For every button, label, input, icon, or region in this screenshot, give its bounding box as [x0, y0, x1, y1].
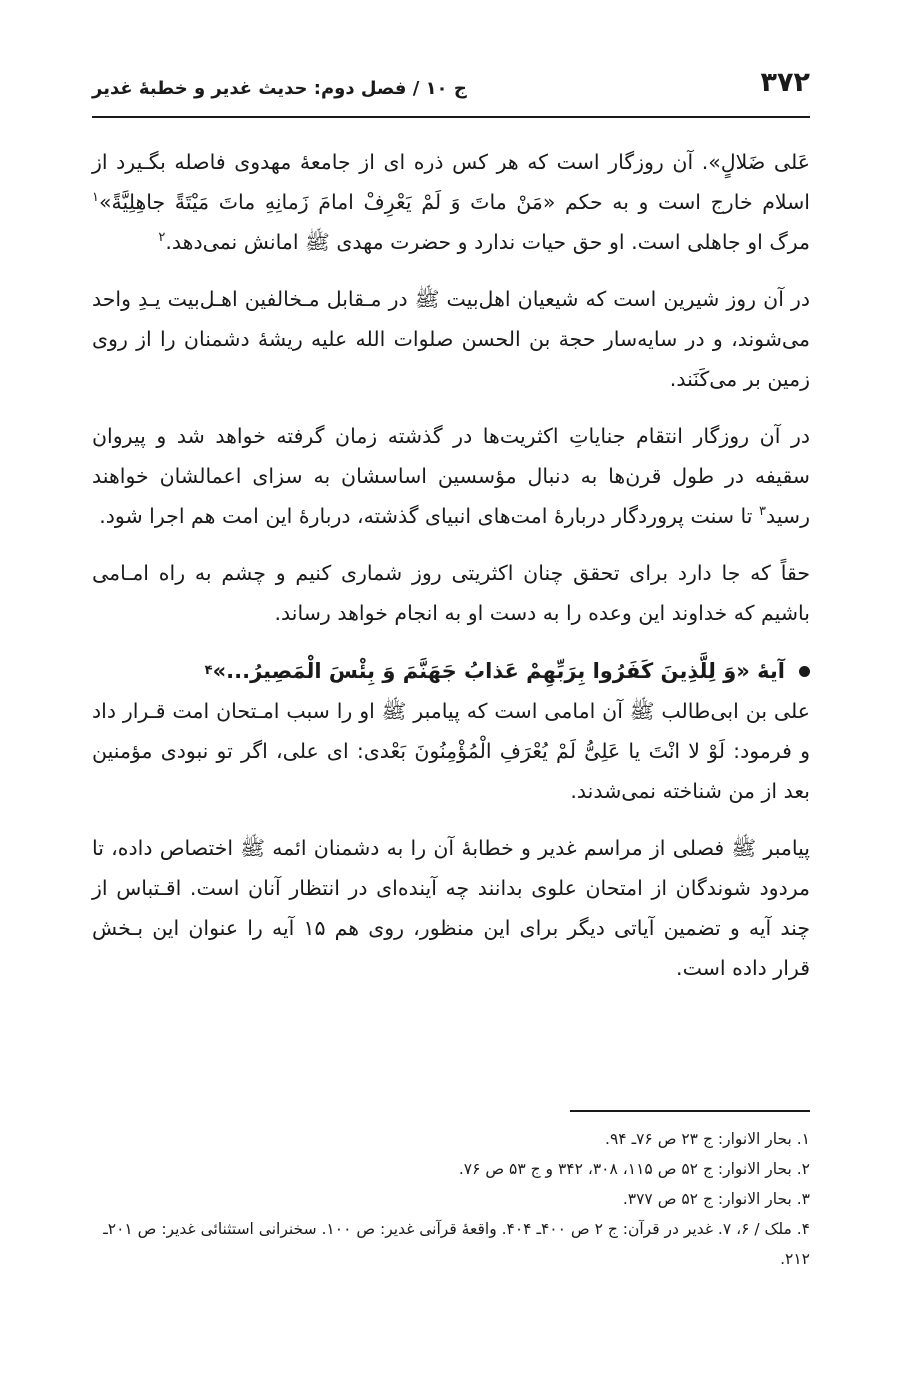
paragraph-1-text-a: عَلی ضَلالٍ». آن روزگار است که هر کس ذره ای از جامعهٔ مهدوی فاصله بگـیرد از اسلام خارج است و به حکم «مَنْ ماتَ وَ لَمْ یَعْرِفْ امامَ زَمانِهِ ماتَ مَیْتَةً جاهِلِیَّةً» [92, 150, 810, 214]
paragraph-5: علی بن ابی‌طالب ﷺ آن امامی است که پیامبر ﷺ او را سبب امـتحان امت قـرار داد و فرمود: لَوْ لا انْتَ یا عَلِیُّ لَمْ یُعْرَفِ الْمُؤْمِنُونَ بَعْدی: ای علی، اگر تو نبودی مؤمنین بعد از من شناخته نمی‌شدند. [92, 699, 810, 803]
paragraph-3 [92, 416, 810, 536]
footnote-separator [570, 1110, 810, 1112]
page-number: ۳۷۲ [760, 67, 810, 98]
paragraph-3-text-a: در آن روزگار انتقام جنایاتِ اکثریت‌ها در گذشته زمان گرفته خواهد شد و پیروان سقیفه در طول قرن‌ها به دنبال مؤسسین اساسشان به سزای اعمالشان خواهند رسید [92, 424, 810, 528]
running-title: ج ۱۰ / فصل دوم: حدیث غدیر و خطبهٔ غدیر [92, 78, 467, 99]
footnote-ref-3[interactable]: ۳ [758, 504, 766, 520]
body-text [92, 142, 810, 1005]
footnote-ref-1[interactable]: ۱ [92, 190, 99, 206]
paragraph-1 [92, 142, 810, 262]
footnote-1: ۱. بحار الانوار: ج ۲۳ ص ۷۶ـ ۹۴. [605, 1130, 810, 1148]
bullet-icon [799, 666, 810, 677]
paragraph-4: حقاً که جا دارد برای تحقق چنان اکثریتی روز شماری کنیم و چشم به راه امـامی باشیم که خداوند این وعده را به دست او به انجام خواهد رساند. [92, 561, 810, 625]
footnote-ref-2[interactable]: ۲ [158, 230, 166, 246]
footnotes [92, 1124, 810, 1274]
paragraph-6: پیامبر ﷺ فصلی از مراسم غدیر و خطابهٔ آن را به دشمنان ائمه ﷺ اختصاص داده، تا مردود شوندگان از امتحان علوی بدانند چه آینده‌ای در انتظار آنان است. اقـتباس از چند آیه و تضمین آیاتی دیگر برای این منظور، روی هم ۱۵ آیه را عنوان این بـخش قرار داده است. [92, 836, 810, 980]
paragraph-1-text-b: مرگ او جاهلی است. او حق حیات ندارد و حضرت مهدی ﷺ امانش نمی‌دهد. [165, 230, 810, 254]
page-header [92, 67, 810, 118]
paragraph-2: در آن روز شیرین است که شیعیان اهل‌بیت ﷺ در مـقابل مـخالفین اهـل‌بیت یـدِ واحد می‌شوند، و در سایه‌سار حجة بن الحسن صلوات الله علیه ریشهٔ دشمنان را از روی زمین بر می‌کَنَند. [92, 287, 810, 391]
footnote-4: ۴. ملک / ۶، ۷. غدیر در قرآن: ج ۲ ص ۴۰۰ـ ۴۰۴. واقعهٔ قرآنی غدیر: ص ۱۰۰. سخنرانی استثنائی غدیر: ص ۲۰۱ـ ۲۱۲. [103, 1220, 810, 1268]
verse-heading: آیهٔ «وَ لِلَّذِینَ کَفَرُوا بِرَبِّهِمْ عَذابُ جَهَنَّمَ وَ بِئْسَ الْمَصِیرُ...» ۴ [92, 651, 810, 691]
paragraph-3-text-b: تا سنت پروردگار دربارهٔ امت‌های انبیای گذشته، دربارهٔ این امت هم اجرا شود. [99, 504, 759, 528]
footnote-2: ۲. بحار الانوار: ج ۵۲ ص ۱۱۵، ۳۰۸، ۳۴۲ و ج ۵۳ ص ۷۶. [458, 1160, 810, 1178]
verse-heading-text: آیهٔ «وَ لِلَّذِینَ کَفَرُوا بِرَبِّهِمْ عَذابُ جَهَنَّمَ وَ بِئْسَ الْمَصِیرُ...» [212, 659, 785, 683]
footnote-3: ۳. بحار الانوار: ج ۵۲ ص ۳۷۷. [622, 1190, 810, 1208]
